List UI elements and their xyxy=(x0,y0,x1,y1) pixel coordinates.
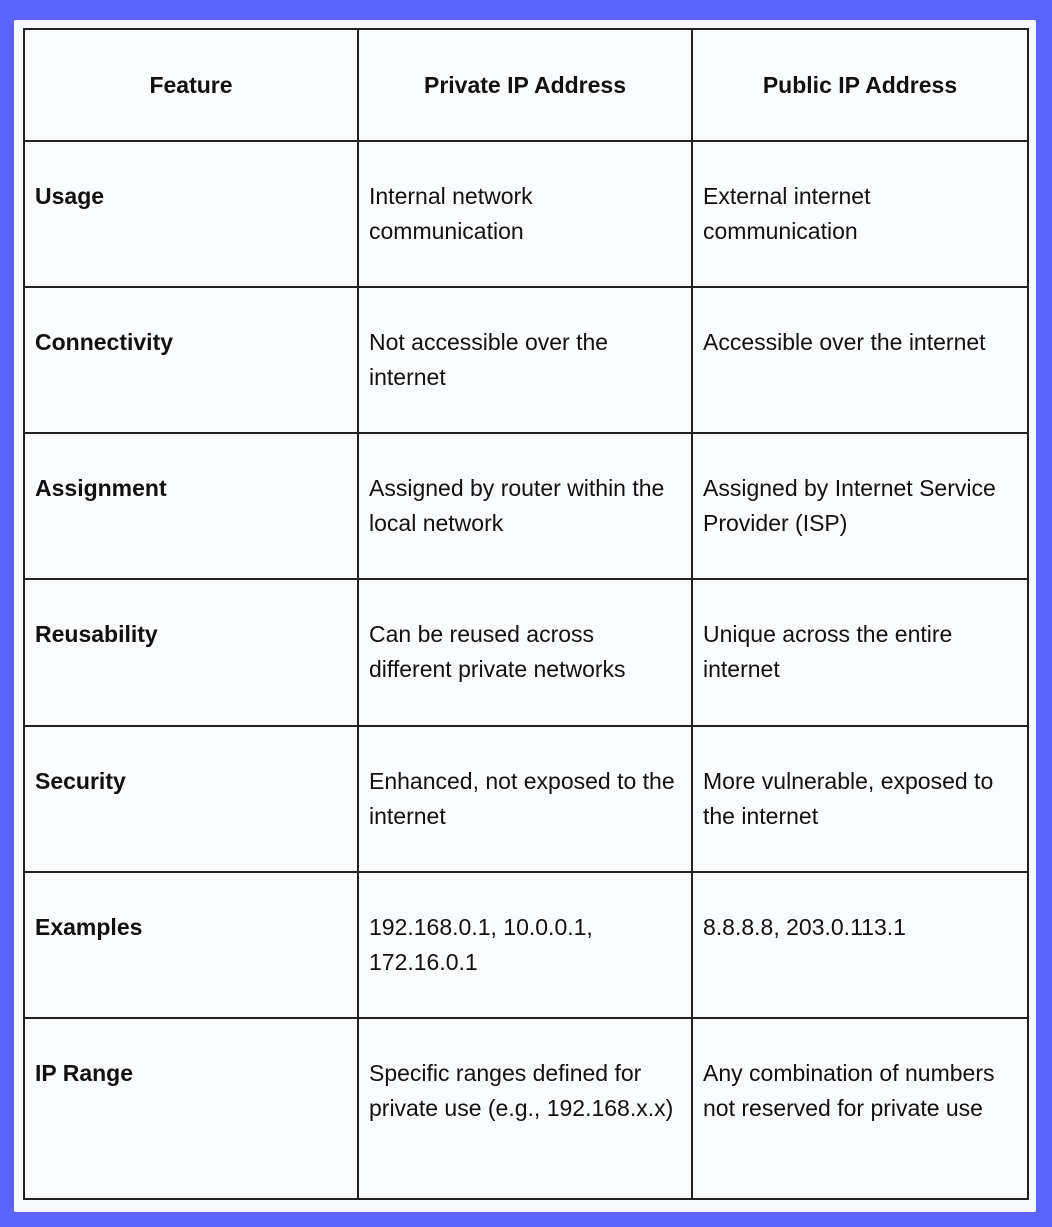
table-row xyxy=(24,433,1028,579)
row-public-cell: Any combination of numbers not reserved for private use xyxy=(692,1018,1028,1199)
row-private-cell: 192.168.0.1, 10.0.0.1, 172.16.0.1 xyxy=(358,872,692,1018)
comparison-table xyxy=(23,28,1029,1200)
row-public-cell: 8.8.8.8, 203.0.113.1 xyxy=(692,872,1028,1018)
header-public-ip: Public IP Address xyxy=(692,29,1028,141)
row-feature-cell: IP Range xyxy=(24,1018,358,1199)
row-public-cell: Unique across the entire internet xyxy=(692,579,1028,725)
table-row xyxy=(24,872,1028,1018)
row-feature-cell: Reusability xyxy=(24,579,358,725)
row-feature-cell: Examples xyxy=(24,872,358,1018)
row-public-cell: More vulnerable, exposed to the internet xyxy=(692,726,1028,872)
table-panel xyxy=(14,20,1036,1212)
row-private-cell: Internal network communication xyxy=(358,141,692,287)
header-private-ip: Private IP Address xyxy=(358,29,692,141)
row-public-cell: Accessible over the internet xyxy=(692,287,1028,433)
row-feature-cell: Assignment xyxy=(24,433,358,579)
row-public-cell: Assigned by Internet Service Provider (ISP) xyxy=(692,433,1028,579)
table-row xyxy=(24,141,1028,287)
row-feature-cell: Usage xyxy=(24,141,358,287)
row-private-cell: Can be reused across different private networks xyxy=(358,579,692,725)
table-header-row xyxy=(24,29,1028,141)
row-feature-cell: Security xyxy=(24,726,358,872)
table-row xyxy=(24,287,1028,433)
row-private-cell: Not accessible over the internet xyxy=(358,287,692,433)
row-feature-cell: Connectivity xyxy=(24,287,358,433)
table-row xyxy=(24,726,1028,872)
row-private-cell: Specific ranges defined for private use (e.g., 192.168.x.x) xyxy=(358,1018,692,1199)
row-private-cell: Assigned by router within the local network xyxy=(358,433,692,579)
header-feature: Feature xyxy=(24,29,358,141)
table-row xyxy=(24,1018,1028,1199)
row-public-cell: External internet communication xyxy=(692,141,1028,287)
row-private-cell: Enhanced, not exposed to the internet xyxy=(358,726,692,872)
table-row xyxy=(24,579,1028,725)
